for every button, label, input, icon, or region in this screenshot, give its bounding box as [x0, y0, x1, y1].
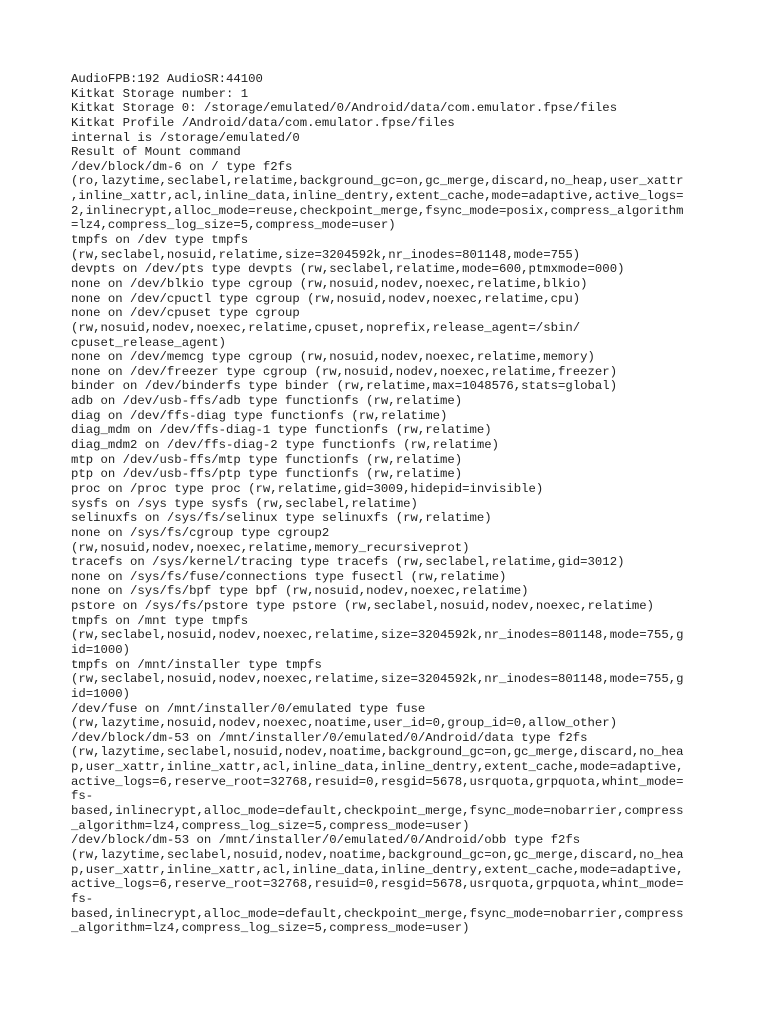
- log-line: based,inlinecrypt,alloc_mode=default,checkpoint_merge,fsync_mode=nobarrier,compress: [71, 804, 684, 819]
- log-line: (rw,seclabel,nosuid,relatime,size=3204592k,nr_inodes=801148,mode=755): [71, 247, 581, 262]
- log-line: cpuset_release_agent): [71, 335, 226, 350]
- log-line: (rw,nosuid,nodev,noexec,relatime,memory_recursiveprot): [71, 540, 470, 555]
- log-line: _algorithm=lz4,compress_log_size=5,compress_mode=user): [71, 818, 470, 833]
- log-line: (rw,lazytime,seclabel,nosuid,nodev,noatime,background_gc=on,gc_merge,discard,no_hea: [71, 847, 684, 862]
- log-line: diag_mdm on /dev/ffs-diag-1 type functionfs (rw,relatime): [71, 423, 492, 438]
- log-line: p,user_xattr,inline_xattr,acl,inline_data,inline_dentry,extent_cache,mode=adaptive,: [71, 760, 684, 775]
- log-line: AudioFPB:192 AudioSR:44100: [71, 72, 263, 86]
- log-line: mtp on /dev/usb-ffs/mtp type functionfs (rw,relatime): [71, 452, 463, 467]
- log-line: (rw,lazytime,seclabel,nosuid,nodev,noatime,background_gc=on,gc_merge,discard,no_hea: [71, 745, 684, 760]
- log-line: none on /sys/fs/fuse/connections type fusectl (rw,relatime): [71, 569, 507, 584]
- log-line: devpts on /dev/pts type devpts (rw,seclabel,relatime,mode=600,ptmxmode=000): [71, 262, 625, 277]
- log-line: selinuxfs on /sys/fs/selinux type selinuxfs (rw,relatime): [71, 511, 492, 526]
- log-line: id=1000): [71, 642, 131, 657]
- log-line: none on /dev/blkio type cgroup (rw,nosuid,nodev,noexec,relatime,blkio): [71, 276, 588, 291]
- log-line: /dev/block/dm-53 on /mnt/installer/0/emulated/0/Android/data type f2fs: [71, 730, 588, 745]
- log-line: proc on /proc type proc (rw,relatime,gid=3009,hidepid=invisible): [71, 481, 544, 496]
- log-line: internal is /storage/emulated/0: [71, 130, 300, 145]
- log-line: (ro,lazytime,seclabel,relatime,background_gc=on,gc_merge,discard,no_heap,user_xattr: [71, 174, 684, 189]
- log-line: _algorithm=lz4,compress_log_size=5,compress_mode=user): [71, 921, 470, 936]
- log-line: sysfs on /sys type sysfs (rw,seclabel,relatime): [71, 496, 418, 511]
- log-line: none on /sys/fs/cgroup type cgroup2: [71, 525, 330, 540]
- log-line: (rw,nosuid,nodev,noexec,relatime,cpuset,noprefix,release_agent=/sbin/: [71, 320, 581, 335]
- log-line: ptp on /dev/usb-ffs/ptp type functionfs (rw,relatime): [71, 467, 463, 482]
- log-line: Kitkat Storage number: 1: [71, 86, 249, 101]
- log-line: id=1000): [71, 686, 131, 701]
- log-line: tracefs on /sys/kernel/tracing type tracefs (rw,seclabel,relatime,gid=3012): [71, 555, 625, 570]
- log-line: /dev/fuse on /mnt/installer/0/emulated type fuse: [71, 701, 426, 716]
- log-line: ,inline_xattr,acl,inline_data,inline_dentry,extent_cache,mode=adaptive,active_logs=: [71, 189, 684, 204]
- log-line: Kitkat Storage 0: /storage/emulated/0/Android/data/com.emulator.fpse/files: [71, 101, 618, 116]
- mount-log-text: [71, 72, 711, 936]
- log-line: /dev/block/dm-6 on / type f2fs: [71, 159, 293, 174]
- log-line: adb on /dev/usb-ffs/adb type functionfs (rw,relatime): [71, 394, 463, 409]
- log-line: binder on /dev/binderfs type binder (rw,relatime,max=1048576,stats=global): [71, 379, 618, 394]
- log-line: active_logs=6,reserve_root=32768,resuid=0,resgid=5678,usrquota,grpquota,whint_mode=: [71, 877, 684, 892]
- log-line: fs-: [71, 789, 94, 804]
- log-line: based,inlinecrypt,alloc_mode=default,checkpoint_merge,fsync_mode=nobarrier,compress: [71, 906, 684, 921]
- log-line: pstore on /sys/fs/pstore type pstore (rw,seclabel,nosuid,nodev,noexec,relatime): [71, 599, 654, 614]
- log-line: Kitkat Profile /Android/data/com.emulator.fpse/files: [71, 115, 455, 130]
- log-line: diag on /dev/ffs-diag type functionfs (rw,relatime): [71, 408, 448, 423]
- log-line: tmpfs on /mnt/installer type tmpfs: [71, 657, 322, 672]
- log-line: (rw,seclabel,nosuid,nodev,noexec,relatime,size=3204592k,nr_inodes=801148,mode=755,g: [71, 628, 684, 643]
- log-line: (rw,seclabel,nosuid,nodev,noexec,relatime,size=3204592k,nr_inodes=801148,mode=755,g: [71, 672, 684, 687]
- log-line: p,user_xattr,inline_xattr,acl,inline_data,inline_dentry,extent_cache,mode=adaptive,: [71, 862, 684, 877]
- log-line: /dev/block/dm-53 on /mnt/installer/0/emulated/0/Android/obb type f2fs: [71, 833, 581, 848]
- log-line: none on /dev/memcg type cgroup (rw,nosuid,nodev,noexec,relatime,memory): [71, 350, 595, 365]
- log-line: =lz4,compress_log_size=5,compress_mode=user): [71, 218, 396, 233]
- log-line: tmpfs on /dev type tmpfs: [71, 233, 249, 248]
- log-line: none on /sys/fs/bpf type bpf (rw,nosuid,nodev,noexec,relatime): [71, 584, 529, 599]
- log-line: Result of Mount command: [71, 145, 241, 160]
- log-line: (rw,lazytime,nosuid,nodev,noexec,noatime,user_id=0,group_id=0,allow_other): [71, 716, 618, 731]
- log-line: diag_mdm2 on /dev/ffs-diag-2 type functionfs (rw,relatime): [71, 438, 500, 453]
- log-line: tmpfs on /mnt type tmpfs: [71, 613, 249, 628]
- log-line: none on /dev/freezer type cgroup (rw,nosuid,nodev,noexec,relatime,freezer): [71, 364, 618, 379]
- log-line: active_logs=6,reserve_root=32768,resuid=0,resgid=5678,usrquota,grpquota,whint_mode=: [71, 774, 684, 789]
- log-line: 2,inlinecrypt,alloc_mode=reuse,checkpoint_merge,fsync_mode=posix,compress_algorithm: [71, 203, 684, 218]
- log-line: fs-: [71, 891, 94, 906]
- log-line: none on /dev/cpuctl type cgroup (rw,nosuid,nodev,noexec,relatime,cpu): [71, 291, 581, 306]
- log-line: none on /dev/cpuset type cgroup: [71, 306, 300, 321]
